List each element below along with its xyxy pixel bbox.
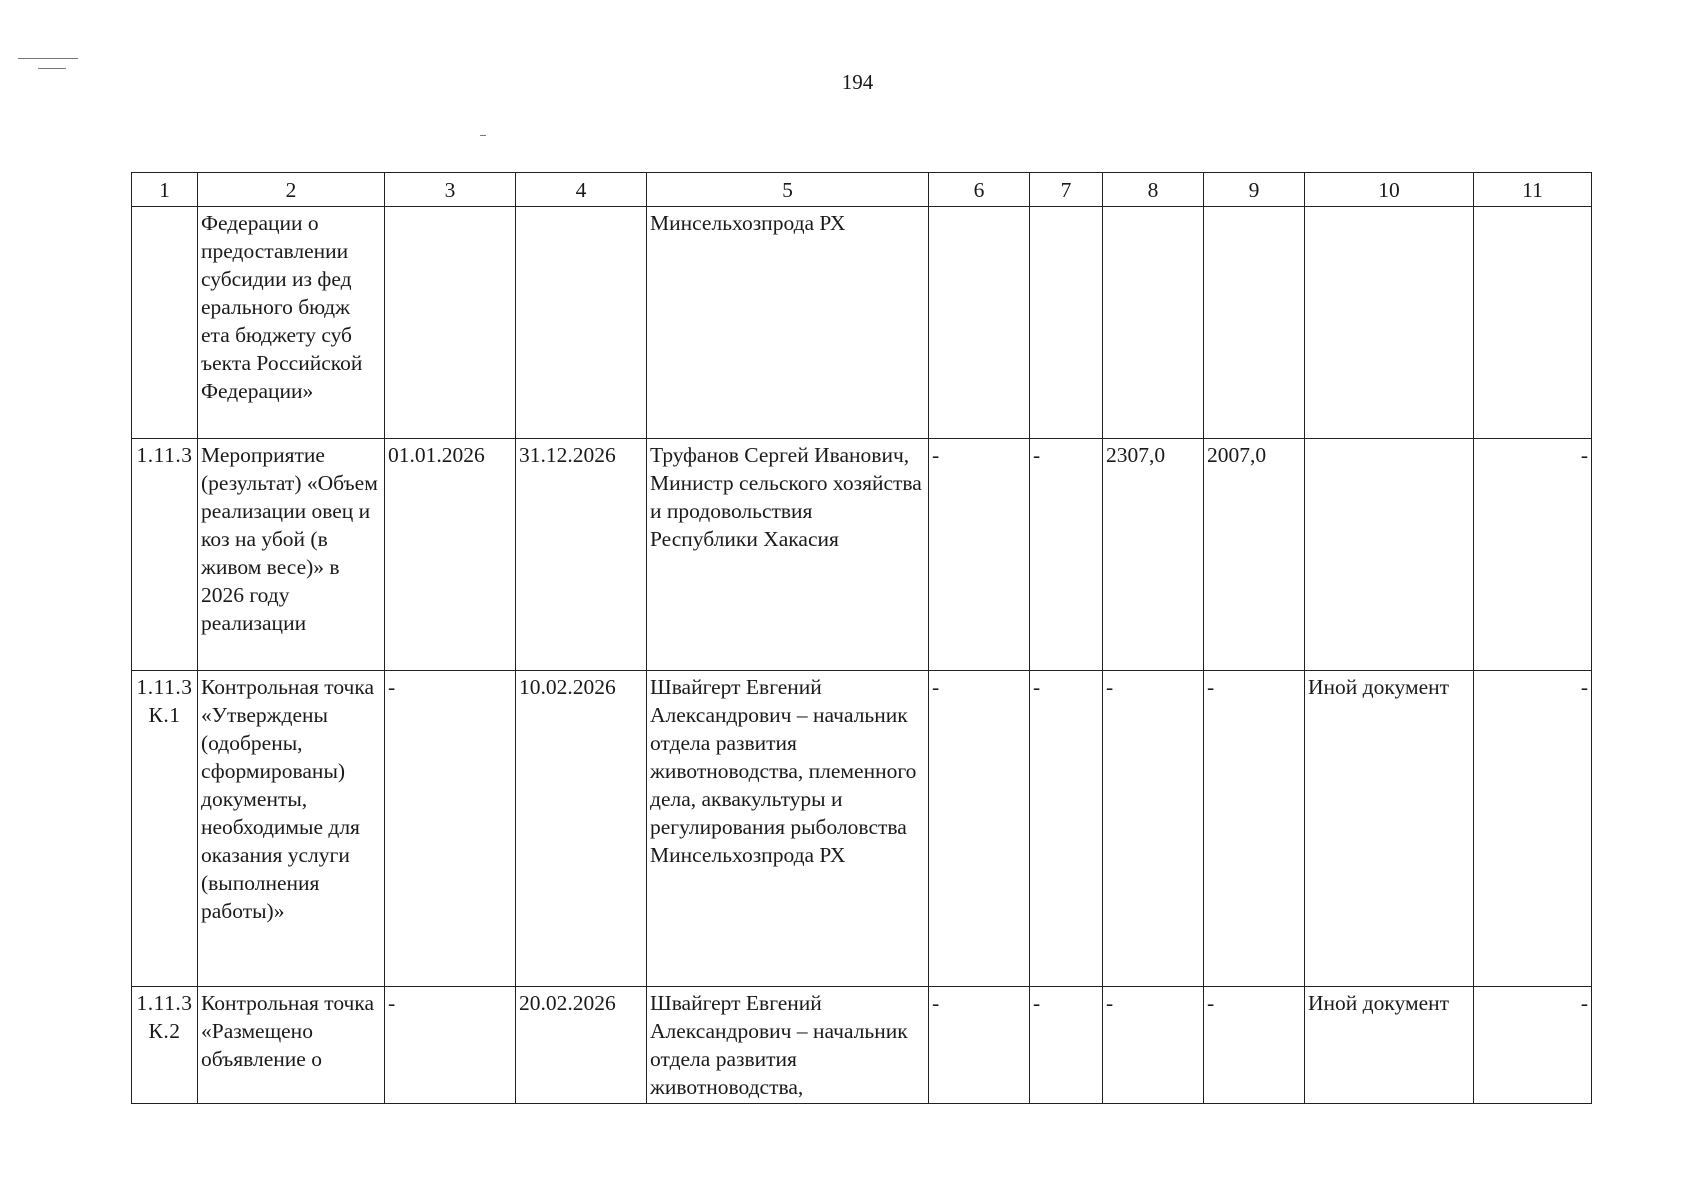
row-col10 xyxy=(1305,207,1474,439)
row-name: Контрольная точка «Утверждены (одобрены, сформированы) документы, необходимые для оказания услуги (выполнения работы)» xyxy=(198,671,385,987)
row-responsible: Минсельхозпрода РХ xyxy=(647,207,929,439)
table-row xyxy=(132,439,1592,671)
header-row xyxy=(132,173,1592,207)
row-col10: Иной документ xyxy=(1305,987,1474,1104)
row-col6: - xyxy=(929,987,1030,1104)
row-end-date: 31.12.2026 xyxy=(516,439,647,671)
plan-table xyxy=(131,172,1592,1104)
row-end-date: 10.02.2026 xyxy=(516,671,647,987)
row-col6: - xyxy=(929,671,1030,987)
row-end-date: 20.02.2026 xyxy=(516,987,647,1104)
row-col6: - xyxy=(929,439,1030,671)
row-name: Контрольная точка «Размещено объявление о xyxy=(198,987,385,1104)
row-col7 xyxy=(1030,207,1103,439)
row-start-date: - xyxy=(385,671,516,987)
row-col7: - xyxy=(1030,987,1103,1104)
row-col6 xyxy=(929,207,1030,439)
row-responsible: Швайгерт Евгений Александрович – начальник отдела развития животноводства, племенного дела, аквакультуры и регулирования рыболовства Минсельхозпрода РХ xyxy=(647,671,929,987)
row-responsible: Швайгерт Евгений Александрович – начальник отдела развития животноводства, xyxy=(647,987,929,1104)
table-row xyxy=(132,987,1592,1104)
row-col9 xyxy=(1204,207,1305,439)
page-number: 194 xyxy=(841,70,874,94)
row-col7: - xyxy=(1030,671,1103,987)
row-col7: - xyxy=(1030,439,1103,671)
header-cell: 5 xyxy=(647,173,929,207)
row-col10: Иной документ xyxy=(1305,671,1474,987)
table-row xyxy=(132,671,1592,987)
header-cell: 9 xyxy=(1204,173,1305,207)
row-col10 xyxy=(1305,439,1474,671)
header-cell: 8 xyxy=(1103,173,1204,207)
row-col11: - xyxy=(1474,671,1592,987)
row-col8: - xyxy=(1103,671,1204,987)
row-number: 1.11.3 К.2 xyxy=(132,987,198,1104)
row-number: 1.11.3 К.1 xyxy=(132,671,198,987)
row-col11: - xyxy=(1474,987,1592,1104)
header-cell: 2 xyxy=(198,173,385,207)
row-start-date: 01.01.2026 xyxy=(385,439,516,671)
row-number: 1.11.3 xyxy=(132,439,198,671)
row-name: Мероприятие (результат) «Объем реализации овец и коз на убой (в живом весе)» в 2026 году реализации xyxy=(198,439,385,671)
row-col8: - xyxy=(1103,987,1204,1104)
row-col9: - xyxy=(1204,671,1305,987)
row-col8 xyxy=(1103,207,1204,439)
row-col9: - xyxy=(1204,987,1305,1104)
header-cell: 10 xyxy=(1305,173,1474,207)
row-col11 xyxy=(1474,207,1592,439)
row-col11: - xyxy=(1474,439,1592,671)
row-number xyxy=(132,207,198,439)
scan-speck xyxy=(18,58,78,59)
header-cell: 3 xyxy=(385,173,516,207)
row-end-date xyxy=(516,207,647,439)
row-name: Федерации о предоставлении субсидии из фед ерального бюдж ета бюджету суб ъекта Российской Федерации» xyxy=(198,207,385,439)
header-cell: 11 xyxy=(1474,173,1592,207)
row-start-date: - xyxy=(385,987,516,1104)
table-row xyxy=(132,207,1592,439)
row-col8: 2307,0 xyxy=(1103,439,1204,671)
scan-speck xyxy=(480,135,486,136)
header-cell: 7 xyxy=(1030,173,1103,207)
row-start-date xyxy=(385,207,516,439)
header-cell: 6 xyxy=(929,173,1030,207)
scan-speck xyxy=(38,68,66,69)
header-cell: 4 xyxy=(516,173,647,207)
header-cell: 1 xyxy=(132,173,198,207)
row-responsible: Труфанов Сергей Иванович, Министр сельского хозяйства и продовольствия Республики Хакасия xyxy=(647,439,929,671)
row-col9: 2007,0 xyxy=(1204,439,1305,671)
